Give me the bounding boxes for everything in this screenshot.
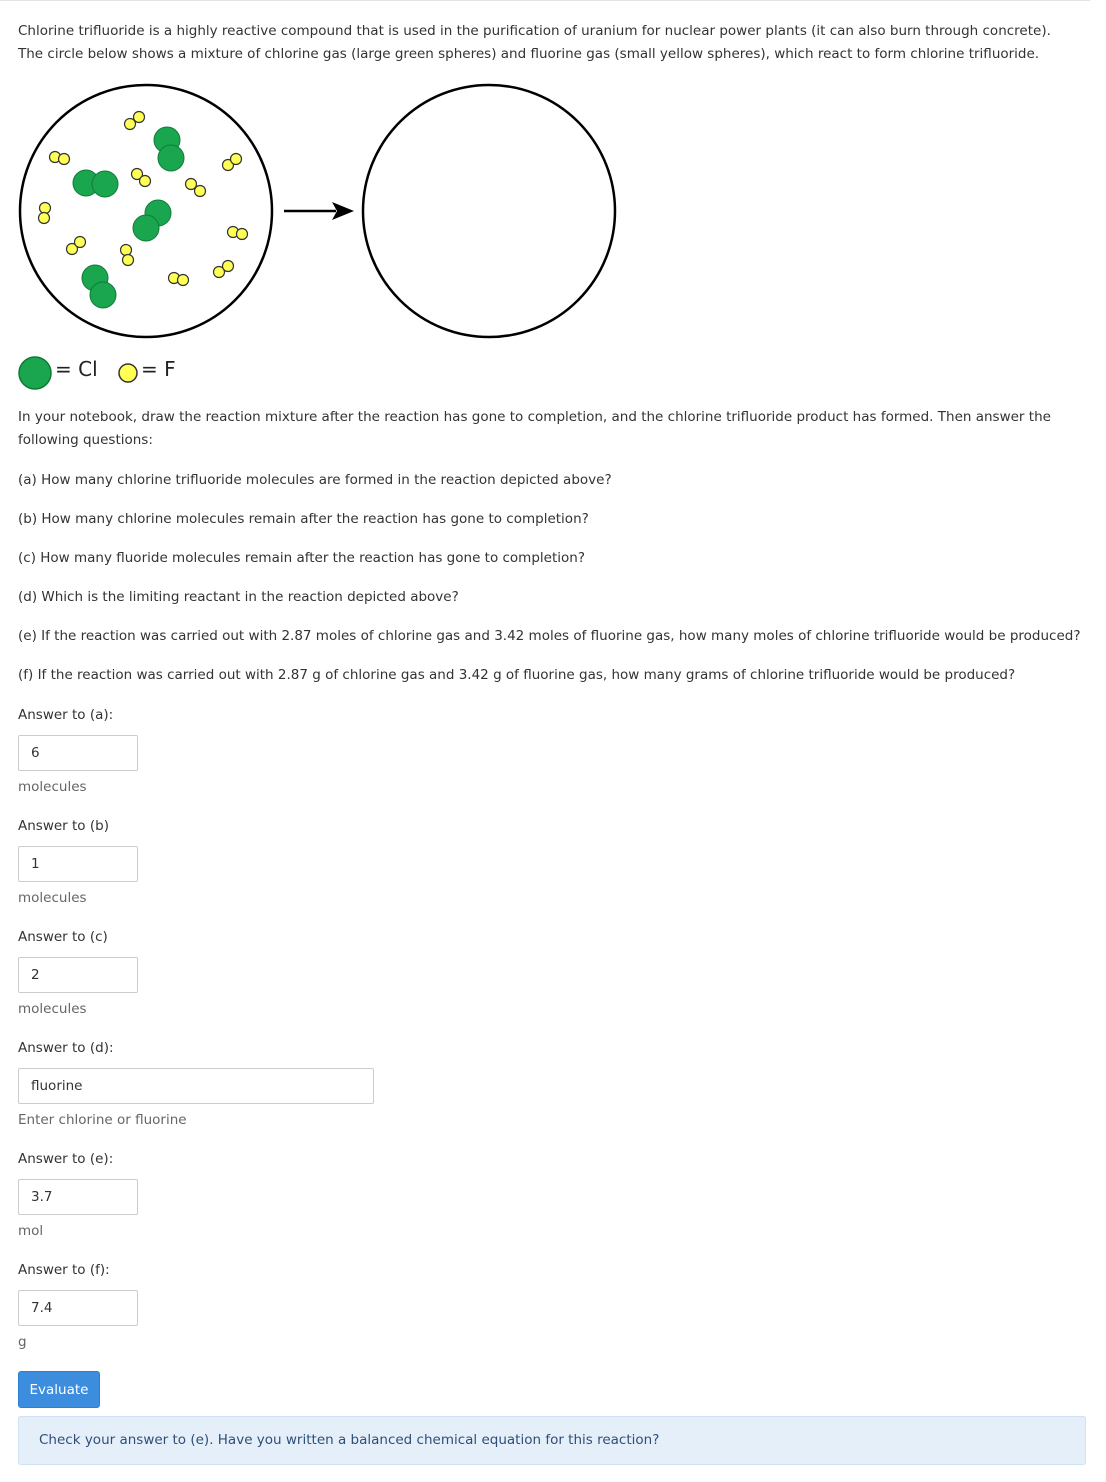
instructions-text: In your notebook, draw the reaction mixture after the reaction has gone to completion, and the chlorine trifluoride product has formed. Then answer the following questions: [18, 409, 1051, 448]
question-a: (a) How many chlorine trifluoride molecules are formed in the reaction depicted above? [18, 472, 612, 488]
question-b: (b) How many chlorine molecules remain after the reaction has gone to completion? [18, 511, 589, 527]
answer-c-input[interactable] [18, 957, 138, 993]
intro-text: Chlorine trifluoride is a highly reactive compound that is used in the purification of uranium for nuclear power plants (it can also burn through concrete). The circle below shows a mixture of chlorine gas (large green spheres) and fluorine gas (small yellow spheres), which react to form chlorine trifluoride. [18, 23, 1051, 62]
question-d: (d) Which is the limiting reactant in the reaction depicted above? [18, 589, 459, 605]
question-c: (c) How many fluoride molecules remain after the reaction has gone to completion? [18, 550, 585, 566]
chlorine-molecule [73, 170, 118, 197]
evaluate-button[interactable]: Evaluate [18, 1371, 100, 1408]
answer-b-label: Answer to (b) [18, 818, 109, 834]
chlorine-legend-label: = Cl [55, 357, 98, 381]
fluorine-molecule [169, 273, 189, 286]
fluorine-legend-icon [119, 364, 137, 382]
feedback-message: Check your answer to (e). Have you written a balanced chemical equation for this reaction? [18, 1416, 1086, 1465]
answer-e-label: Answer to (e): [18, 1151, 114, 1167]
answer-a-label: Answer to (a): [18, 707, 114, 723]
answer-f-unit: g [18, 1334, 27, 1350]
top-divider [0, 0, 1090, 1]
fluorine-molecule [228, 227, 248, 240]
answer-d-hint: Enter chlorine or fluorine [18, 1112, 187, 1128]
answer-a-input[interactable] [18, 735, 138, 771]
answer-d-input[interactable] [18, 1068, 374, 1104]
answer-b-unit: molecules [18, 890, 87, 906]
question-f: (f) If the reaction was carried out with 2.87 g of chlorine gas and 3.42 g of fluorine gas, how many grams of chlorine trifluoride would be produced? [18, 667, 1016, 683]
answer-e-input[interactable] [18, 1179, 138, 1215]
reaction-arrow [284, 202, 354, 220]
answer-b-input[interactable] [18, 846, 138, 882]
answer-e-unit: mol [18, 1223, 44, 1239]
answer-c-unit: molecules [18, 1001, 87, 1017]
fluorine-molecule [50, 152, 70, 165]
answer-f-label: Answer to (f): [18, 1262, 110, 1278]
legend [17, 355, 317, 391]
fluorine-legend-label: = F [141, 357, 176, 381]
chlorine-legend-icon [19, 357, 51, 389]
answer-c-label: Answer to (c) [18, 929, 108, 945]
answer-f-input[interactable] [18, 1290, 138, 1326]
product-circle [363, 85, 615, 337]
reaction-diagram [0, 70, 640, 360]
answer-d-label: Answer to (d): [18, 1040, 114, 1056]
answer-a-unit: molecules [18, 779, 87, 795]
question-e: (e) If the reaction was carried out with 2.87 moles of chlorine gas and 3.42 moles of fluorine gas, how many moles of chlorine trifluoride would be produced? [18, 628, 1081, 644]
